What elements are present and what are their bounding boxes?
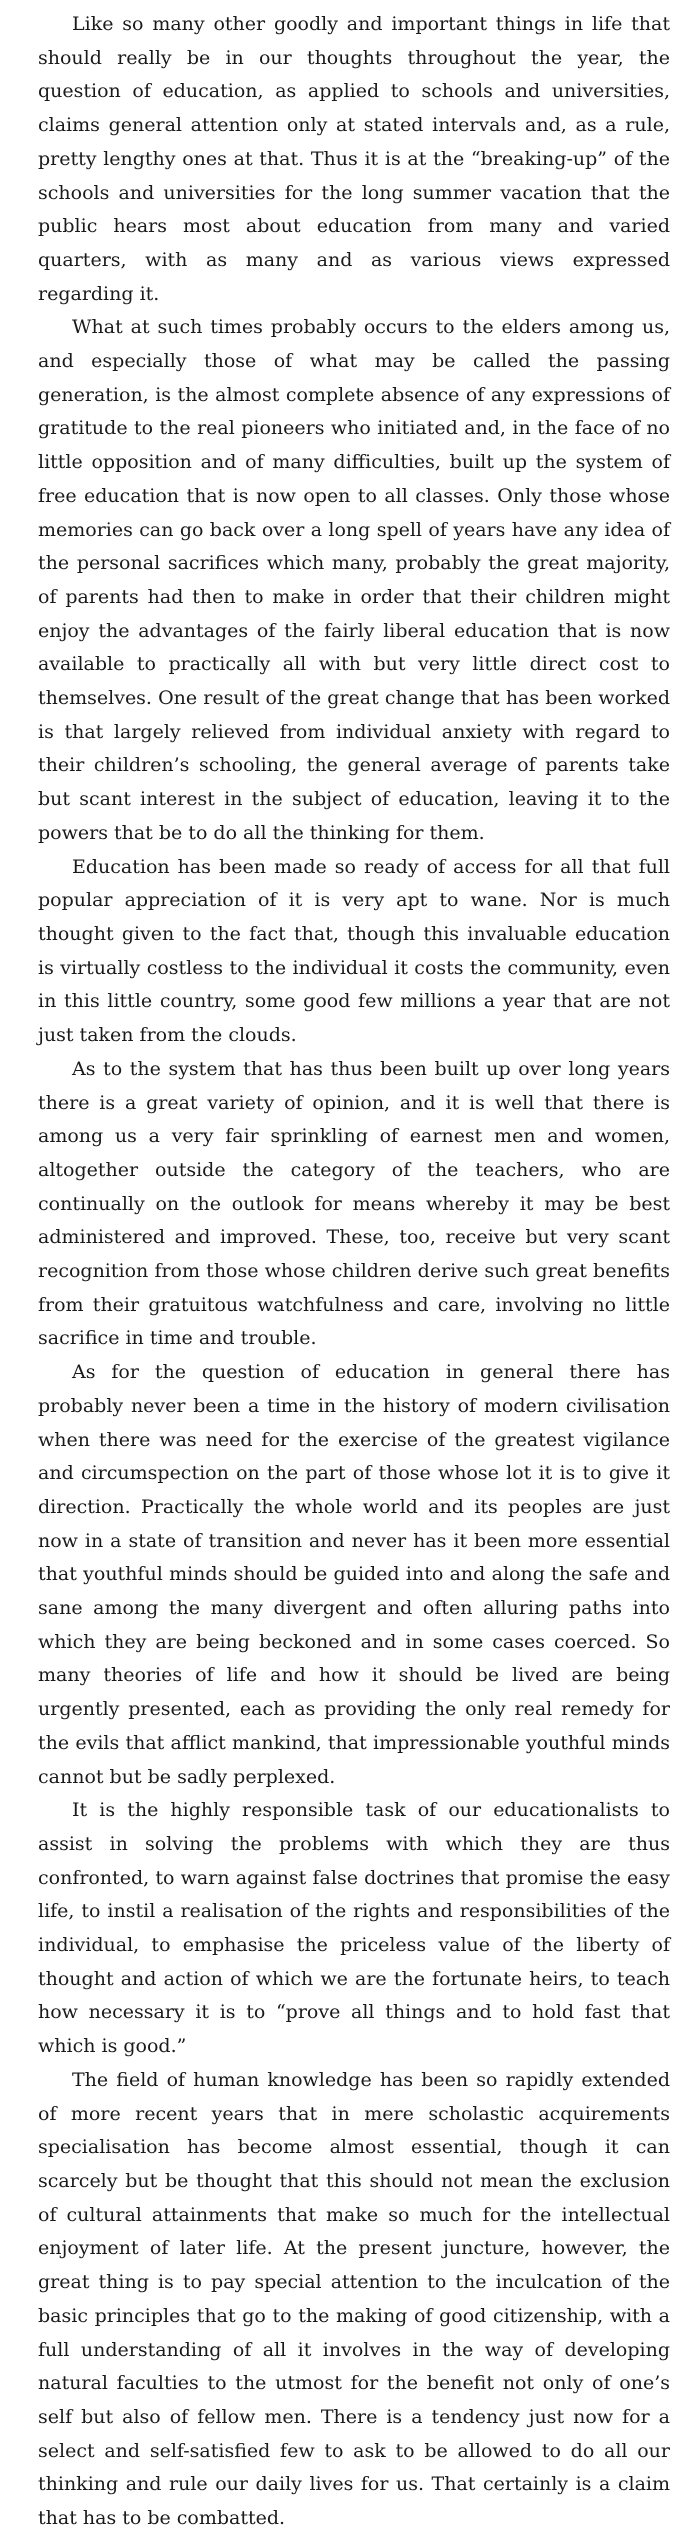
paragraph-4: As to the system that has thus been built up over long years there is a great variety of opinion, and it is well that there is among us a very fair sprinkling of earnest men and women, altogether outside the category of the teachers, who are continually on the outlook for means whereby it may be best administered and improved. These, too, receive but very scant recognition from those whose children derive such great benefits from their gratuitous watchfulness and care, involving no little sacrifice in time and trouble. [38, 1057, 670, 1350]
paragraph-5: As for the question of education in general there has probably never been a time in the history of modern civilisation when there was need for the exercise of the greatest vigilance and circumspection on the part of those whose lot it is to give it direction. Practically the whole world and its peoples are just now in a state of transition and never has it been more essential that youthful minds should be guided into and along the safe and sane among the many divergent and often alluring paths into which they are being beckoned and in some cases coerced. So many theories of life and how it should be lived are being urgently presented, each as providing the only real remedy for the evils that afflict mankind, that impressionable youthful minds cannot but be sadly perplexed. [38, 1361, 670, 1788]
paragraph-7: The field of human knowledge has been so rapidly extended of more recent years that in mere scholastic acquirements specialisation has become almost essential, though it can scarcely but be thought that this should not mean the exclusion of cultural attainments that make so much for the intellectual enjoyment of later life. At the present juncture, however, the great thing is to pay special attention to the inculcation of the basic principles that go to the making of good citizenship, with a full understanding of all it involves in the way of developing natural faculties to the utmost for the benefit not only of one’s self but also of fellow men. There is a tendency just now for a select and self-satisfied few to ask to be allowed to do all our thinking and rule our daily lives for us. That certainly is a claim that has to be combatted. [38, 2068, 670, 2530]
paragraph-2: What at such times probably occurs to the elders among us, and especially those of what may be called the passing generation, is the almost complete absence of any expressions of gratitude to the real pioneers who initiated and, in the face of no little opposition and of many difficulties, built up the system of free education that is now open to all classes. Only those whose memories can go back over a long spell of years have any idea of the personal sacrifices which many, probably the great majority, of parents had then to make in order that their children might enjoy the advantages of the fairly liberal education that is now available to practically all with but very little direct cost to themselves. One result of the great change that has been worked is that largely relieved from individual anxiety with regard to their children’s schooling, the general average of parents take but scant interest in the subject of education, leaving it to the powers that be to do all the thinking for them. [38, 316, 670, 844]
paragraph-1: Like so many other goodly and important things in life that should really be in our thoughts throughout the year, the question of education, as applied to schools and universities, claims general attention only at stated intervals and, as a rule, pretty lengthy ones at that. Thus it is at the “breaking-up” of the schools and universities for the long summer vacation that the public hears most about education from many and varied quarters, with as many and as various views expressed regarding it. [38, 13, 670, 305]
paragraph-3: Education has been made so ready of access for all that full popular appreciation of it is very apt to wane. Nor is much thought given to the fact that, though this invaluable education is virtually costless to the individual it costs the community, even in this little country, some good few millions a year that are not just taken from the clouds. [38, 855, 670, 1047]
paragraph-6: It is the highly responsible task of our educationalists to assist in solving the problems with which they are thus confronted, to warn against false doctrines that promise the easy life, to instil a realisation of the rights and responsibilities of the individual, to emphasise the priceless value of the liberty of thought and action of which we are the fortunate heirs, to teach how necessary it is to “prove all things and to hold fast that which is good.” [38, 1799, 670, 2058]
